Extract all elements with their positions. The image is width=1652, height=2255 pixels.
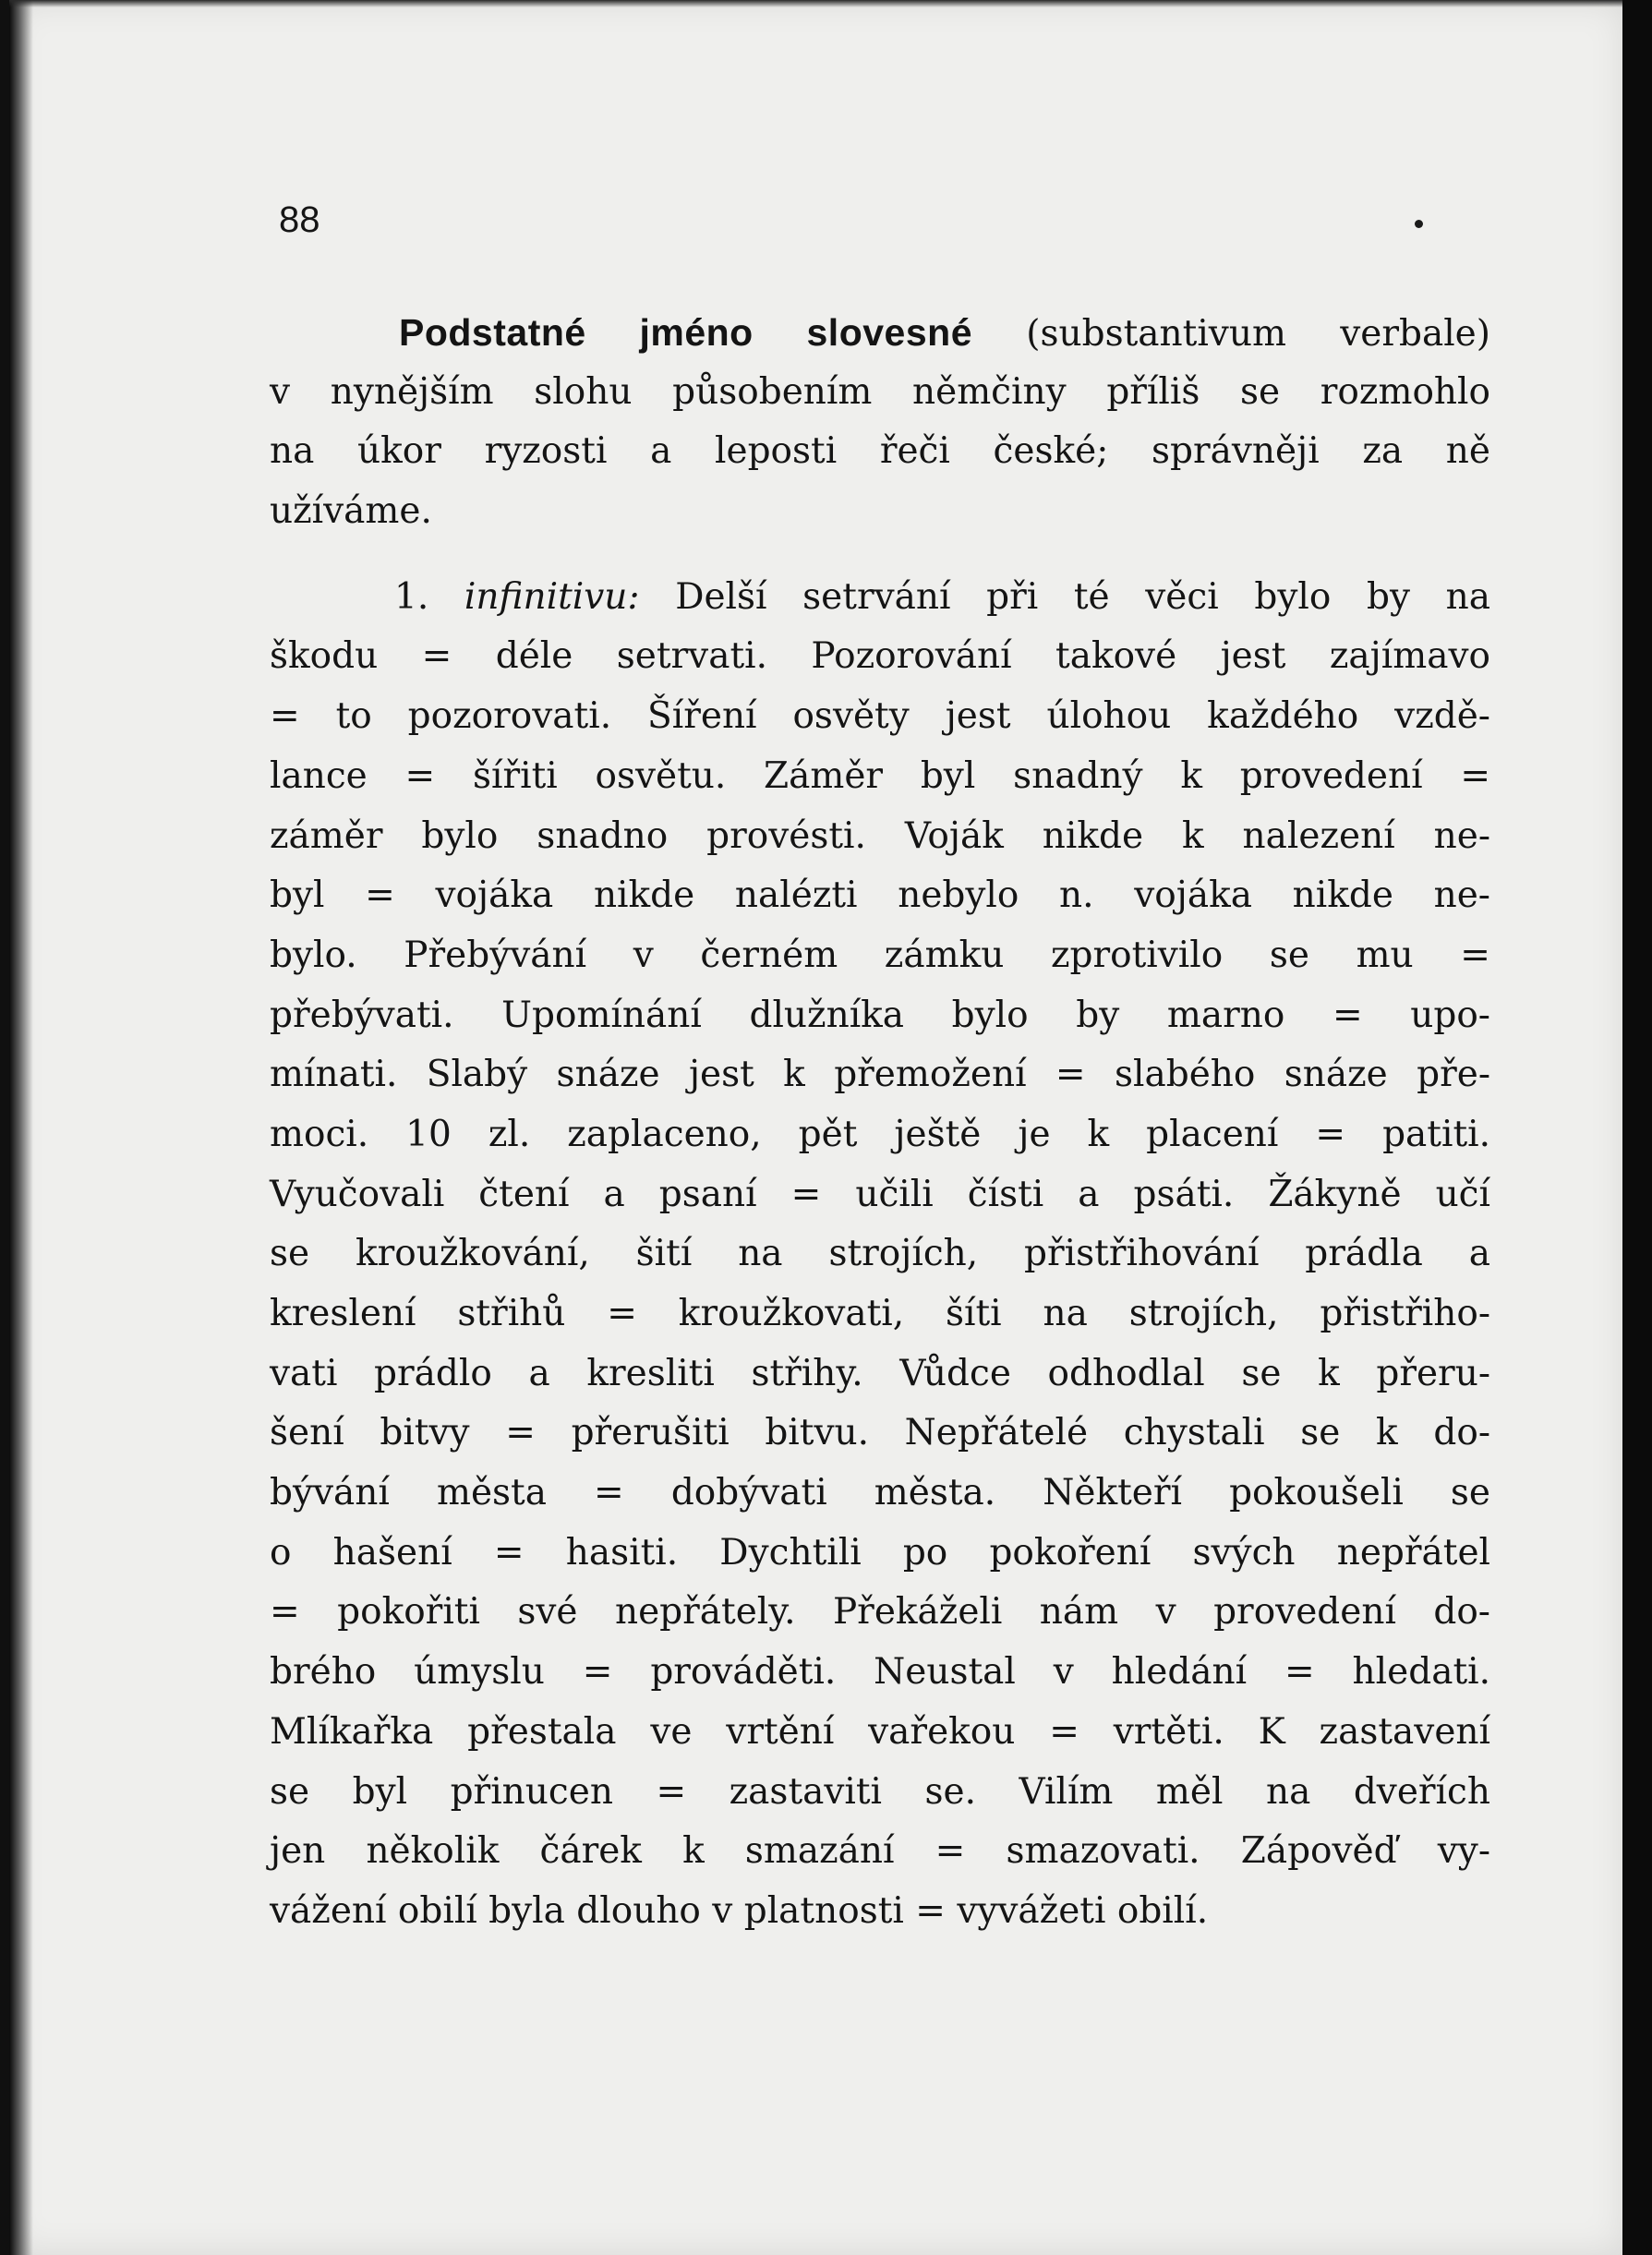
paragraph2-line: bylo. Přebývání v černém zámku zprotivilo se mu = — [270, 934, 1490, 976]
scanned-page — [9, 0, 1625, 2255]
paragraph1-first-line — [270, 303, 1490, 363]
item-first-sentence: Delší setrvání při té věci bylo by na — [675, 575, 1491, 618]
paragraph2-line: šení bitvy = přerušiti bitvu. Nepřátelé chystali se k do- — [270, 1412, 1490, 1454]
paragraph1-line: užíváme. — [270, 490, 432, 533]
scan-right-edge — [1622, 0, 1652, 2255]
paragraph2-first-line — [270, 568, 1490, 628]
page-gutter-shadow — [9, 0, 33, 2255]
paragraph2-line: brého úmyslu = prováděti. Neustal v hledání = hledati. — [270, 1651, 1490, 1694]
paragraph2-line: bývání města = dobývati města. Někteří pokoušeli se — [270, 1472, 1490, 1514]
paragraph2-line: přebývati. Upomínání dlužníka bylo by marno = upo- — [270, 994, 1490, 1036]
paragraph1-line: v nynějším slohu působením němčiny příliš se rozmohlo — [270, 370, 1490, 413]
paragraph2-line: o hašení = hasiti. Dychtili po pokoření svých nepřátel — [270, 1531, 1490, 1574]
paragraph2-line: záměr bylo snadno provésti. Voják nikde k nalezení ne- — [270, 814, 1490, 857]
paragraph2-line: lance = šířiti osvětu. Záměr byl snadný k provedení = — [270, 754, 1490, 797]
paragraph2-line: Vyučovali čtení a psaní = učili čísti a psáti. Žákyně učí — [270, 1173, 1490, 1215]
item-label: infinitivu: — [464, 575, 640, 618]
paragraph2-line: byl = vojáka nikde nalézti nebylo n. vojáka nikde ne- — [270, 874, 1490, 917]
heading-gloss: (substantivum verbale) — [1026, 313, 1490, 355]
paragraph2-line: = pokořiti své nepřátely. Překáželi nám v provedení do- — [270, 1591, 1490, 1634]
paragraph-gap — [270, 542, 1490, 568]
paragraph1-line: na úkor ryzosti a leposti řeči české; správněji za ně — [270, 430, 1490, 473]
section-heading: Podstatné jméno slovesné — [399, 311, 972, 354]
body-text — [270, 303, 1490, 1942]
paragraph2-line: Mlíkařka přestala ve vrtění vařekou = vrtěti. K zastavení — [270, 1710, 1490, 1753]
paragraph2-line: mínati. Slabý snáze jest k přemožení = slabého snáze pře- — [270, 1054, 1490, 1096]
paragraph2-line: se byl přinucen = zastaviti se. Vilím měl na dveřích — [270, 1770, 1490, 1813]
paragraph2-line: jen několik čárek k smazání = smazovati. Zápověď vy- — [270, 1830, 1490, 1873]
paragraph2-line: kreslení střihů = kroužkovati, šíti na strojích, přistřiho- — [270, 1293, 1490, 1334]
page-top-edge — [9, 0, 1652, 7]
page-number: 88 — [279, 199, 320, 240]
print-speck-mark — [1415, 220, 1423, 228]
paragraph2-line: moci. 10 zl. zaplaceno, pět ještě je k placení = patiti. — [270, 1113, 1490, 1155]
paragraph2-line: škodu = déle setrvati. Pozorování takové jest zajímavo — [270, 635, 1490, 678]
paragraph2-line: vati prádlo a kresliti střihy. Vůdce odhodlal se k přeru- — [270, 1352, 1490, 1394]
item-number: 1. — [394, 575, 429, 618]
paragraph2-line: se kroužkování, šití na strojích, přistřihování prádla a — [270, 1233, 1490, 1275]
paragraph2-line: = to pozorovati. Šíření osvěty jest úlohou každého vzdě- — [270, 695, 1490, 738]
paragraph2-line: vážení obilí byla dlouho v platnosti = vyvážeti obilí. — [270, 1889, 1209, 1932]
